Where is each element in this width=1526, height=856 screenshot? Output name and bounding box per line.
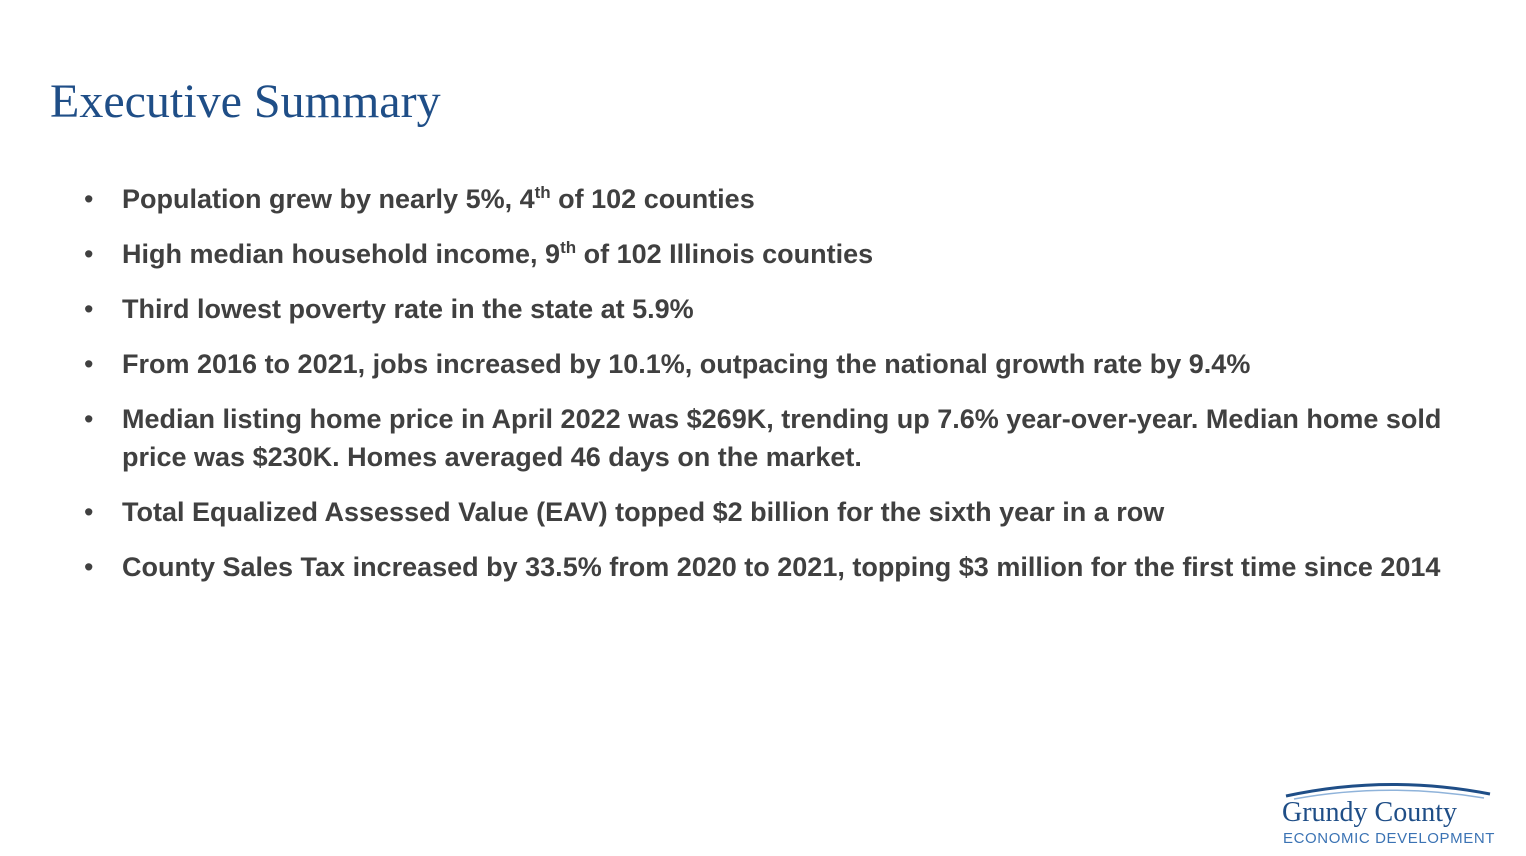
- bullet-item-home-price: [84, 400, 1454, 476]
- bullet-text: County Sales Tax increased by 33.5% from 2020 to 2021, topping $3 million for the first time since 2014: [122, 552, 1441, 582]
- bullet-text: Third lowest poverty rate in the state at 5.9%: [122, 294, 694, 324]
- bullet-dot-icon: •: [84, 184, 94, 214]
- bullet-superscript: th: [560, 238, 577, 257]
- grundy-county-logo: [1276, 776, 1498, 850]
- bullet-item-eav: [84, 493, 1454, 531]
- bullet-text: High median household income, 9: [122, 239, 561, 269]
- bullet-text: of 102 counties: [550, 184, 755, 214]
- bullet-item-income: [84, 235, 1454, 273]
- bullet-dot-icon: •: [84, 404, 94, 434]
- bullet-dot-icon: •: [84, 497, 94, 527]
- logo-subtitle: ECONOMIC DEVELOPMENT: [1283, 830, 1496, 847]
- bullet-item-jobs: [84, 345, 1454, 383]
- bullet-text: From 2016 to 2021, jobs increased by 10.1%, outpacing the national growth rate by 9.4%: [122, 349, 1251, 379]
- bullet-text: Median listing home price in April 2022 was $269K, trending up 7.6% year-over-year. Median home sold price was $230K. Homes averaged 46 days on the market.: [122, 404, 1442, 472]
- bullet-item-sales-tax: [84, 548, 1454, 586]
- bullet-text: Population grew by nearly 5%, 4: [122, 184, 535, 214]
- bullet-dot-icon: •: [84, 349, 94, 379]
- logo-name: Grundy County: [1282, 797, 1457, 828]
- bullet-dot-icon: •: [84, 552, 94, 582]
- bullet-superscript: th: [534, 183, 551, 202]
- bullet-item-population: [84, 180, 1454, 218]
- bullet-list: [84, 180, 1454, 603]
- bullet-dot-icon: •: [84, 239, 94, 269]
- bullet-text: Total Equalized Assessed Value (EAV) topped $2 billion for the sixth year in a row: [122, 497, 1165, 527]
- bullet-item-poverty: [84, 290, 1454, 328]
- bullet-dot-icon: •: [84, 294, 94, 324]
- slide-title: Executive Summary: [50, 75, 441, 128]
- bullet-text: of 102 Illinois counties: [576, 239, 874, 269]
